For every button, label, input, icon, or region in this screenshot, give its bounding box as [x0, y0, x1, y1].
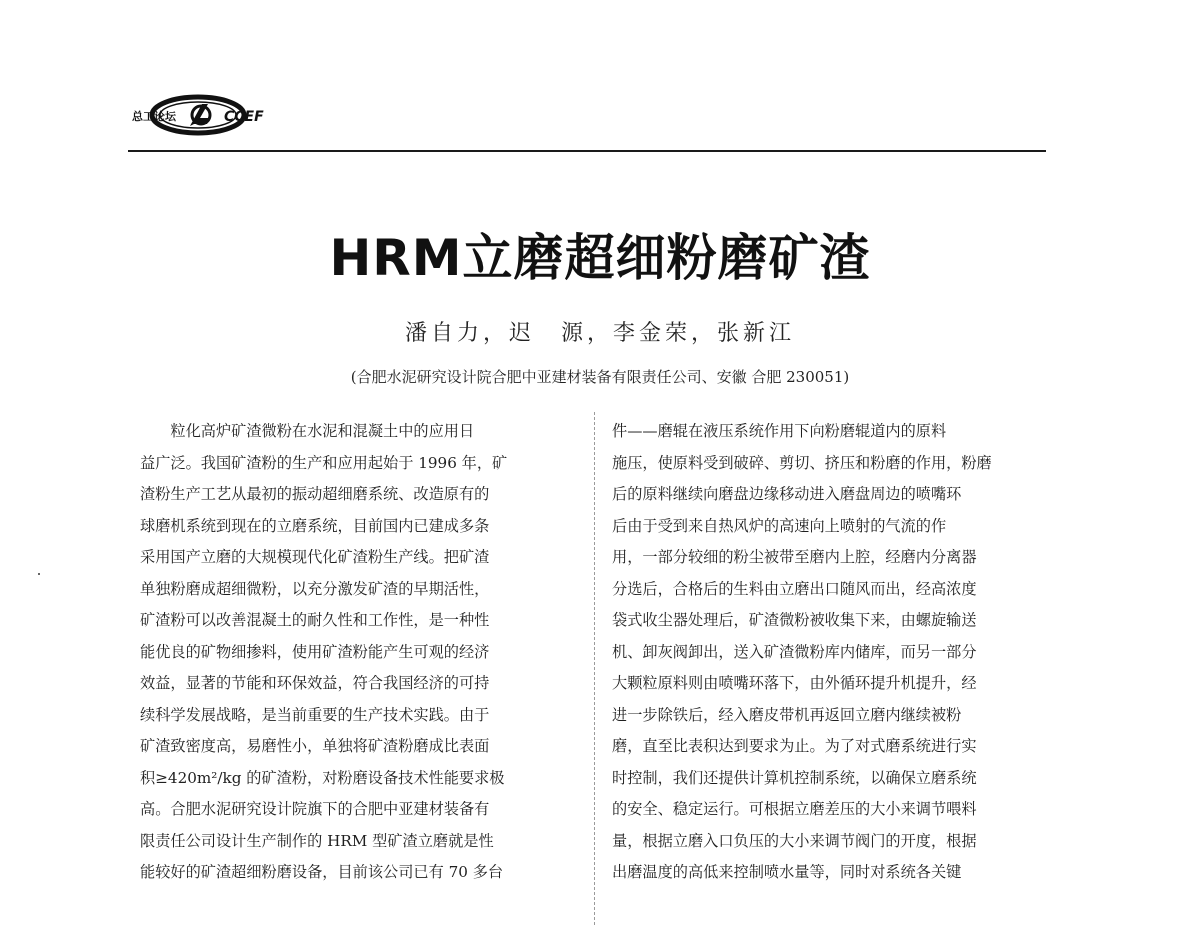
- body-line: 采用国产立磨的大规模现代化矿渣粉生产线。把矿渣: [140, 548, 490, 566]
- authors-line: 潘自力，迟 源，李金荣，张新江: [404, 321, 795, 346]
- body-line: 进一步除铁后，经入磨皮带机再返回立磨内继续被粉: [612, 705, 962, 724]
- body-line: 矿渣致密度高，易磨性小，单独将矿渣粉磨成比表面: [140, 737, 490, 755]
- body-right-column: [612, 416, 1052, 889]
- affiliation-line: (合肥水泥研究设计院合肥中亚建材装备有限责任公司、安徽 合肥 230051): [350, 368, 850, 386]
- body-line: 件——磨辊在液压系统作用下向粉磨辊道内的原料: [612, 422, 947, 440]
- body-line: 矿渣粉可以改善混凝土的耐久性和工作性，是一种性: [140, 611, 490, 629]
- body-line: 积≥420m²/kg 的矿渣粉，对粉磨设备技术性能要求极: [140, 768, 505, 787]
- body-line: 机、卸灰阀卸出，送入矿渣微粉库内储库，而另一部分: [612, 642, 977, 661]
- body-line: 后由于受到来自热风炉的高速向上喷射的气流的作: [612, 516, 947, 535]
- article-title: HRM立磨超细粉磨矿渣: [329, 229, 871, 287]
- header-rule: [128, 150, 1046, 152]
- body-left-column: [140, 416, 575, 889]
- body-line: 能较好的矿渣超细粉磨设备，目前该公司已有 70 多台: [140, 863, 504, 881]
- body-line: 分选后，合格后的生料由立磨出口随风而出，经高浓度: [612, 579, 977, 598]
- body-line: 续科学发展战略，是当前重要的生产技术实践。由于: [140, 705, 490, 724]
- ccef-emblem-icon: [128, 88, 268, 140]
- body-line: 效益，显著的节能和环保效益，符合我国经济的可持: [140, 674, 490, 692]
- body-line: 球磨机系统到现在的立磨系统，目前国内已建成多条: [140, 516, 490, 535]
- ccef-logo: [128, 88, 268, 140]
- body-line: 粒化高炉矿渣微粉在水泥和混凝土中的应用日: [140, 422, 475, 440]
- body-line: 磨，直至比表积达到要求为止。为了对式磨系统进行实: [612, 737, 977, 755]
- body-line: 后的原料继续向磨盘边缘移动进入磨盘周边的喷嘴环: [612, 485, 962, 503]
- body-line: 时控制，我们还提供计算机控制系统，以确保立磨系统: [612, 768, 977, 787]
- logo-text-en: CCEF: [224, 109, 264, 125]
- body-line: 袋式收尘器处理后，矿渣微粉被收集下来，由螺旋输送: [612, 611, 977, 629]
- body-line: 出磨温度的高低来控制喷水量等，同时对系统各关键: [612, 863, 962, 881]
- body-line: 高。合肥水泥研究设计院旗下的合肥中亚建材装备有: [140, 800, 490, 818]
- body-line: 量，根据立磨入口负压的大小来调节阀门的开度，根据: [612, 831, 977, 850]
- body-line: 能优良的矿物细掺料，使用矿渣粉能产生可观的经济: [140, 642, 490, 661]
- scan-speck: [38, 573, 40, 575]
- column-divider: [594, 412, 595, 925]
- body-line: 大颗粒原料则由喷嘴环落下，由外循环提升机提升，经: [612, 674, 977, 692]
- logo-text-cn: 总工论坛: [132, 110, 176, 123]
- body-line: 益广泛。我国矿渣粉的生产和应用起始于 1996 年，矿: [140, 453, 508, 472]
- body-line: 的安全、稳定运行。可根据立磨差压的大小来调节喂料: [612, 800, 977, 818]
- body-line: 用，一部分较细的粉尘被带至磨内上腔，经磨内分离器: [612, 548, 977, 566]
- body-line: 单独粉磨成超细微粉，以充分激发矿渣的早期活性，: [140, 579, 490, 598]
- body-line: 施压，使原料受到破碎、剪切、挤压和粉磨的作用，粉磨: [612, 453, 992, 472]
- body-line: 限责任公司设计生产制作的 HRM 型矿渣立磨就是性: [140, 831, 494, 850]
- body-line: 渣粉生产工艺从最初的振动超细磨系统、改造原有的: [140, 485, 490, 503]
